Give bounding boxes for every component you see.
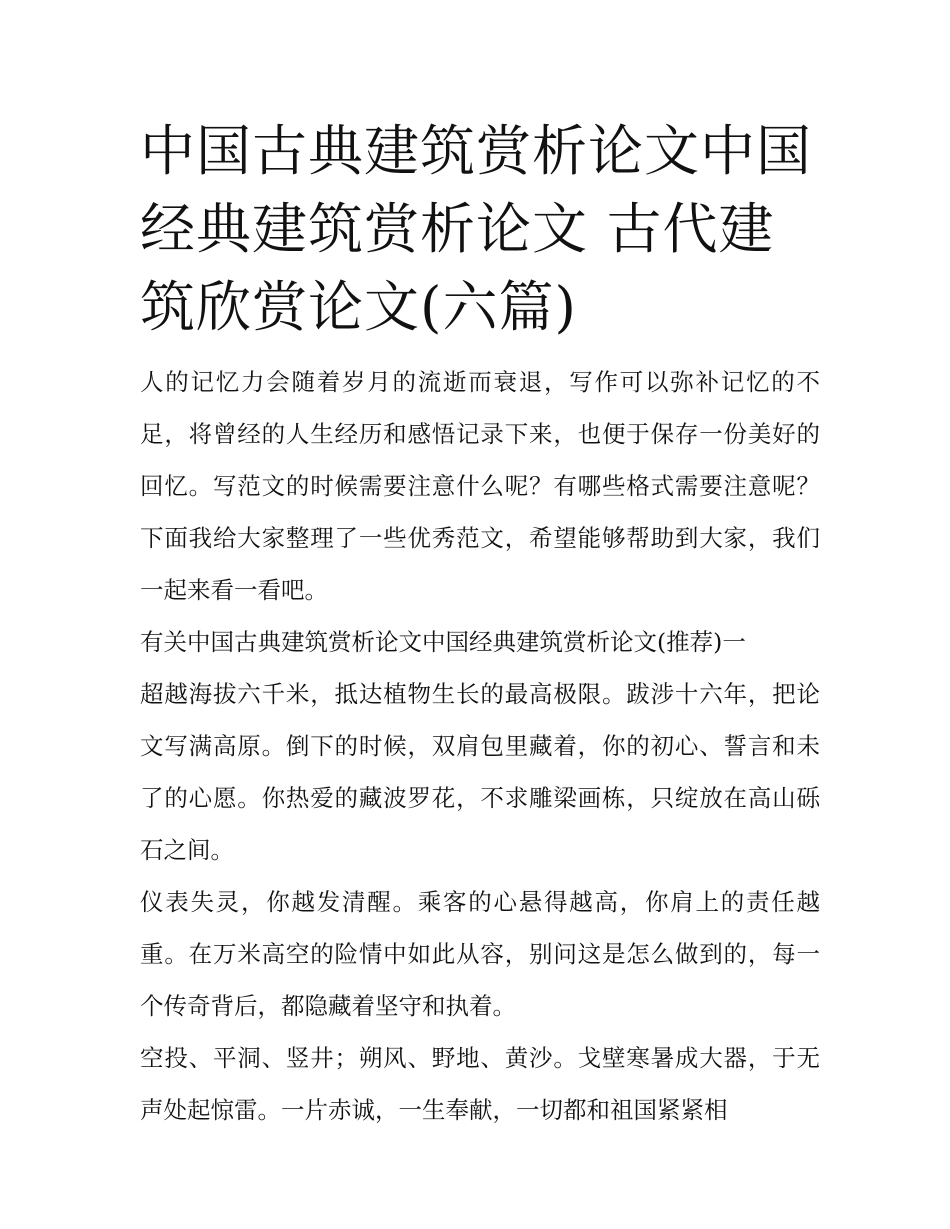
body-paragraph: 空投、平洞、竖井；朔风、野地、黄沙。戈壁寒暑成大器，于无声处起惊雷。一片赤诚，一生奉献，一切都和祖国紧紧相 [140, 1044, 820, 1124]
body-paragraph: 仪表失灵，你越发清醒。乘客的心悬得越高，你肩上的责任越重。在万米高空的险情中如此从容，别问这是怎么做到的，每一个传奇背后，都隐藏着坚守和执着。 [140, 888, 820, 1020]
document-body [140, 356, 820, 1136]
section-heading: 有关中国古典建筑赏析论文中国经典建筑赏析论文(推荐)一 [140, 628, 746, 656]
document-title: 中国古典建筑赏析论文中国经典建筑赏析论文 古代建筑欣赏论文(六篇) [140, 119, 813, 339]
body-paragraph: 超越海拔六千米，抵达植物生长的最高极限。跋涉十六年，把论文写满高原。倒下的时候，双肩包里藏着，你的初心、誓言和未了的心愿。你热爱的藏波罗花，不求雕梁画栋，只绽放在高山砾石之间。 [140, 680, 820, 864]
intro-paragraph: 人的记忆力会随着岁月的流逝而衰退，写作可以弥补记忆的不足，将曾经的人生经历和感悟记录下来，也便于保存一份美好的回忆。写范文的时候需要注意什么呢？有哪些格式需要注意呢？下面我给大家整理了一些优秀范文，希望能够帮助到大家，我们一起来看一看吧。 [140, 368, 820, 604]
